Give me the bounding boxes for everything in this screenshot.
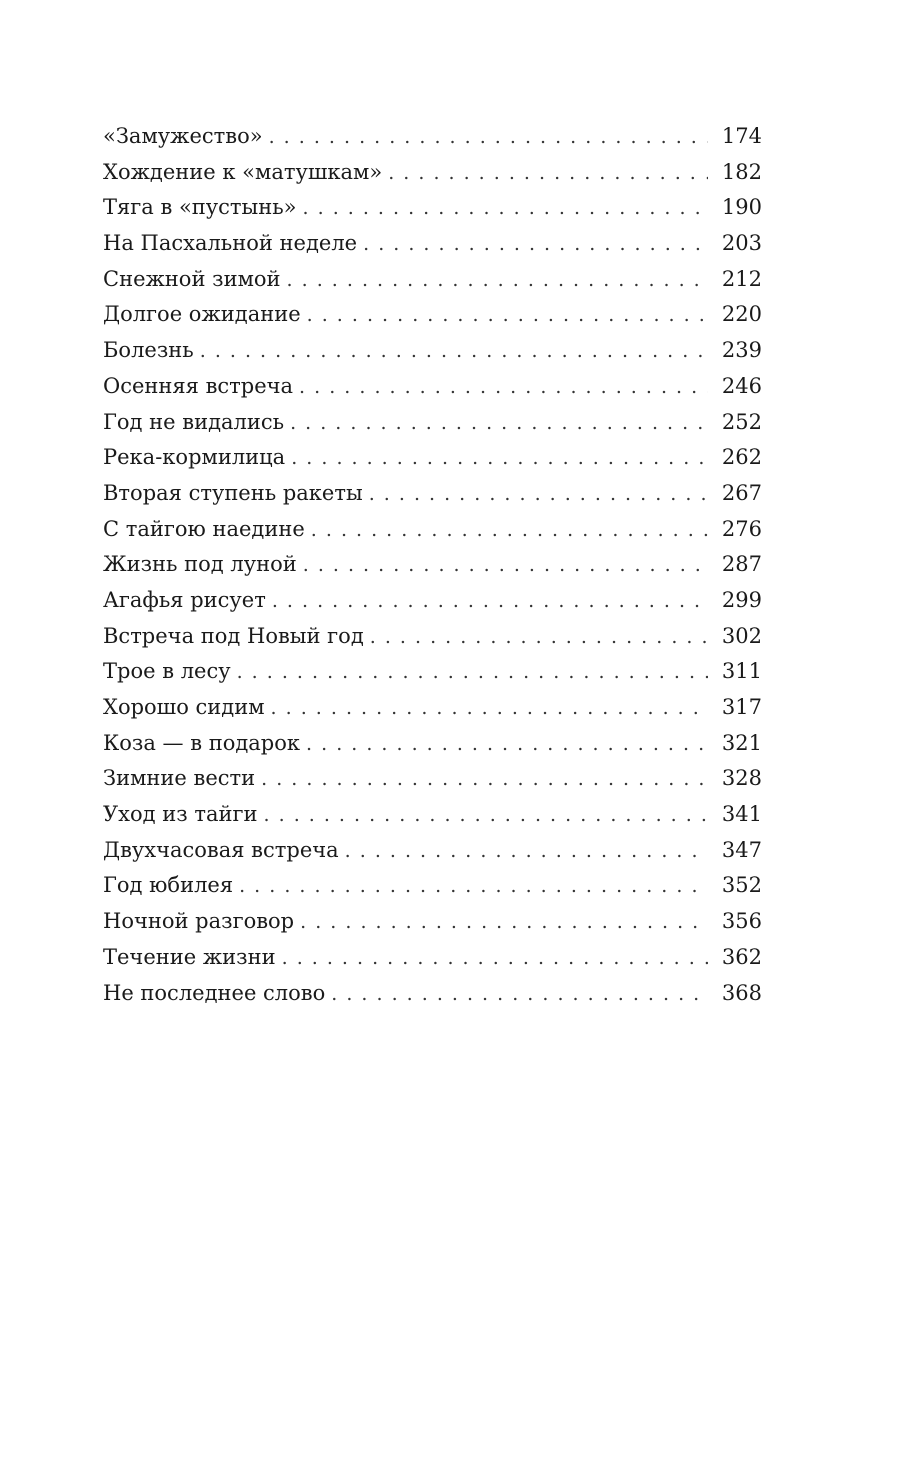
toc-entry-page: 347	[721, 837, 762, 862]
toc-entry	[103, 405, 762, 441]
toc-entry	[103, 226, 762, 262]
dot-leader	[282, 941, 708, 977]
dot-leader	[369, 477, 708, 513]
toc-entry	[103, 190, 762, 226]
toc-entry-title: Трое в лесу	[103, 659, 231, 684]
toc-entry-title: Год юбилея	[103, 873, 234, 898]
dot-leader	[370, 620, 708, 656]
toc-entry-page: 299	[721, 587, 762, 612]
toc-entry-title: Вторая ступень ракеты	[103, 480, 363, 505]
toc-entry-title: Болезнь	[103, 338, 194, 363]
toc-entry-title: Жизнь под луной	[103, 552, 297, 577]
dot-leader	[272, 584, 708, 620]
dot-leader	[200, 334, 708, 370]
dot-leader	[300, 905, 708, 941]
toc-entry-page: 276	[721, 516, 762, 541]
toc-entry-page: 368	[721, 980, 762, 1005]
dot-leader	[264, 798, 708, 834]
toc-entry-title: Долгое ожидание	[103, 302, 301, 327]
toc-entry-page: 321	[721, 730, 762, 755]
toc-entry	[103, 512, 762, 548]
toc-entry	[103, 440, 762, 476]
toc-entry-title: На Пасхальной неделе	[103, 231, 358, 256]
dot-leader	[345, 834, 708, 870]
dot-leader	[287, 263, 708, 299]
toc-entry-page: 362	[721, 944, 762, 969]
toc-entry-title: Ночной разговор	[103, 909, 295, 934]
dot-leader	[237, 655, 708, 691]
toc-entry-page: 317	[721, 695, 762, 719]
dot-leader	[307, 298, 708, 334]
toc-entry	[103, 262, 762, 298]
toc-entry	[103, 690, 762, 726]
toc-entry-page: 239	[721, 338, 762, 363]
toc-entry-page: 302	[721, 623, 762, 648]
toc-entry-page: 246	[721, 373, 762, 398]
dot-leader	[269, 120, 708, 156]
toc-entry-title: Встреча под Новый год	[103, 623, 364, 648]
toc-entry-title: Зимние вести	[103, 766, 256, 791]
toc-entry-page: 287	[721, 552, 762, 577]
toc-entry	[103, 476, 762, 512]
toc-entry	[103, 797, 762, 833]
dot-leader	[291, 441, 708, 477]
table-of-contents	[103, 119, 762, 1011]
toc-entry-page: 328	[721, 766, 762, 791]
toc-entry-page: 252	[721, 409, 762, 434]
dot-leader	[388, 156, 708, 192]
dot-leader	[306, 727, 708, 763]
dot-leader	[303, 548, 708, 584]
toc-entry-page: 311	[721, 659, 762, 684]
toc-entry-page: 174	[721, 124, 762, 148]
toc-entry	[103, 976, 762, 1012]
toc-entry-page: 267	[721, 480, 762, 505]
toc-entry-title: Не последнее слово	[103, 980, 326, 1005]
toc-entry	[103, 155, 762, 191]
toc-entry-page: 220	[721, 302, 762, 327]
toc-entry-title: Агафья рисует	[103, 587, 266, 612]
toc-entry-title: Хождение к «матушкам»	[103, 159, 383, 184]
toc-entry-title: Тяга в «пустынь»	[103, 195, 297, 220]
toc-entry	[103, 654, 762, 690]
toc-entry-title: Хорошо сидим	[103, 695, 265, 719]
toc-entry-title: Течение жизни	[103, 944, 276, 969]
toc-entry	[103, 297, 762, 333]
toc-entry-title: Уход из тайги	[103, 802, 258, 827]
toc-entry-page: 212	[721, 266, 762, 291]
toc-entry-title: Двухчасовая встреча	[103, 837, 339, 862]
dot-leader	[299, 370, 708, 406]
toc-entry-title: Коза — в подарок	[103, 730, 301, 755]
dot-leader	[311, 513, 708, 549]
dot-leader	[239, 869, 708, 905]
toc-entry	[103, 726, 762, 762]
toc-entry-title: Снежной зимой	[103, 266, 281, 291]
toc-entry	[103, 904, 762, 940]
dot-leader	[331, 977, 708, 1013]
toc-entry-page: 190	[721, 195, 762, 220]
toc-entry	[103, 583, 762, 619]
toc-entry-page: 341	[721, 802, 762, 827]
toc-entry-title: Осенняя встреча	[103, 373, 294, 398]
toc-entry	[103, 761, 762, 797]
toc-entry-title: С тайгою наедине	[103, 516, 305, 541]
toc-entry-page: 356	[721, 909, 762, 934]
toc-entry	[103, 619, 762, 655]
toc-entry-title: Год не видались	[103, 409, 285, 434]
toc-entry	[103, 868, 762, 904]
dot-leader	[303, 191, 708, 227]
toc-entry-title: «Замужество»	[103, 124, 263, 148]
dot-leader	[271, 691, 708, 727]
toc-entry	[103, 547, 762, 583]
toc-entry	[103, 119, 762, 155]
toc-entry-page: 352	[721, 873, 762, 898]
toc-entry	[103, 940, 762, 976]
toc-entry-page: 182	[721, 159, 762, 184]
toc-entry	[103, 333, 762, 369]
toc-entry-title: Река-кормилица	[103, 445, 286, 470]
toc-entry-page: 203	[721, 231, 762, 256]
toc-entry	[103, 833, 762, 869]
dot-leader	[363, 227, 708, 263]
dot-leader	[290, 406, 708, 442]
toc-entry-page: 262	[721, 445, 762, 470]
dot-leader	[261, 762, 708, 798]
toc-entry	[103, 369, 762, 405]
